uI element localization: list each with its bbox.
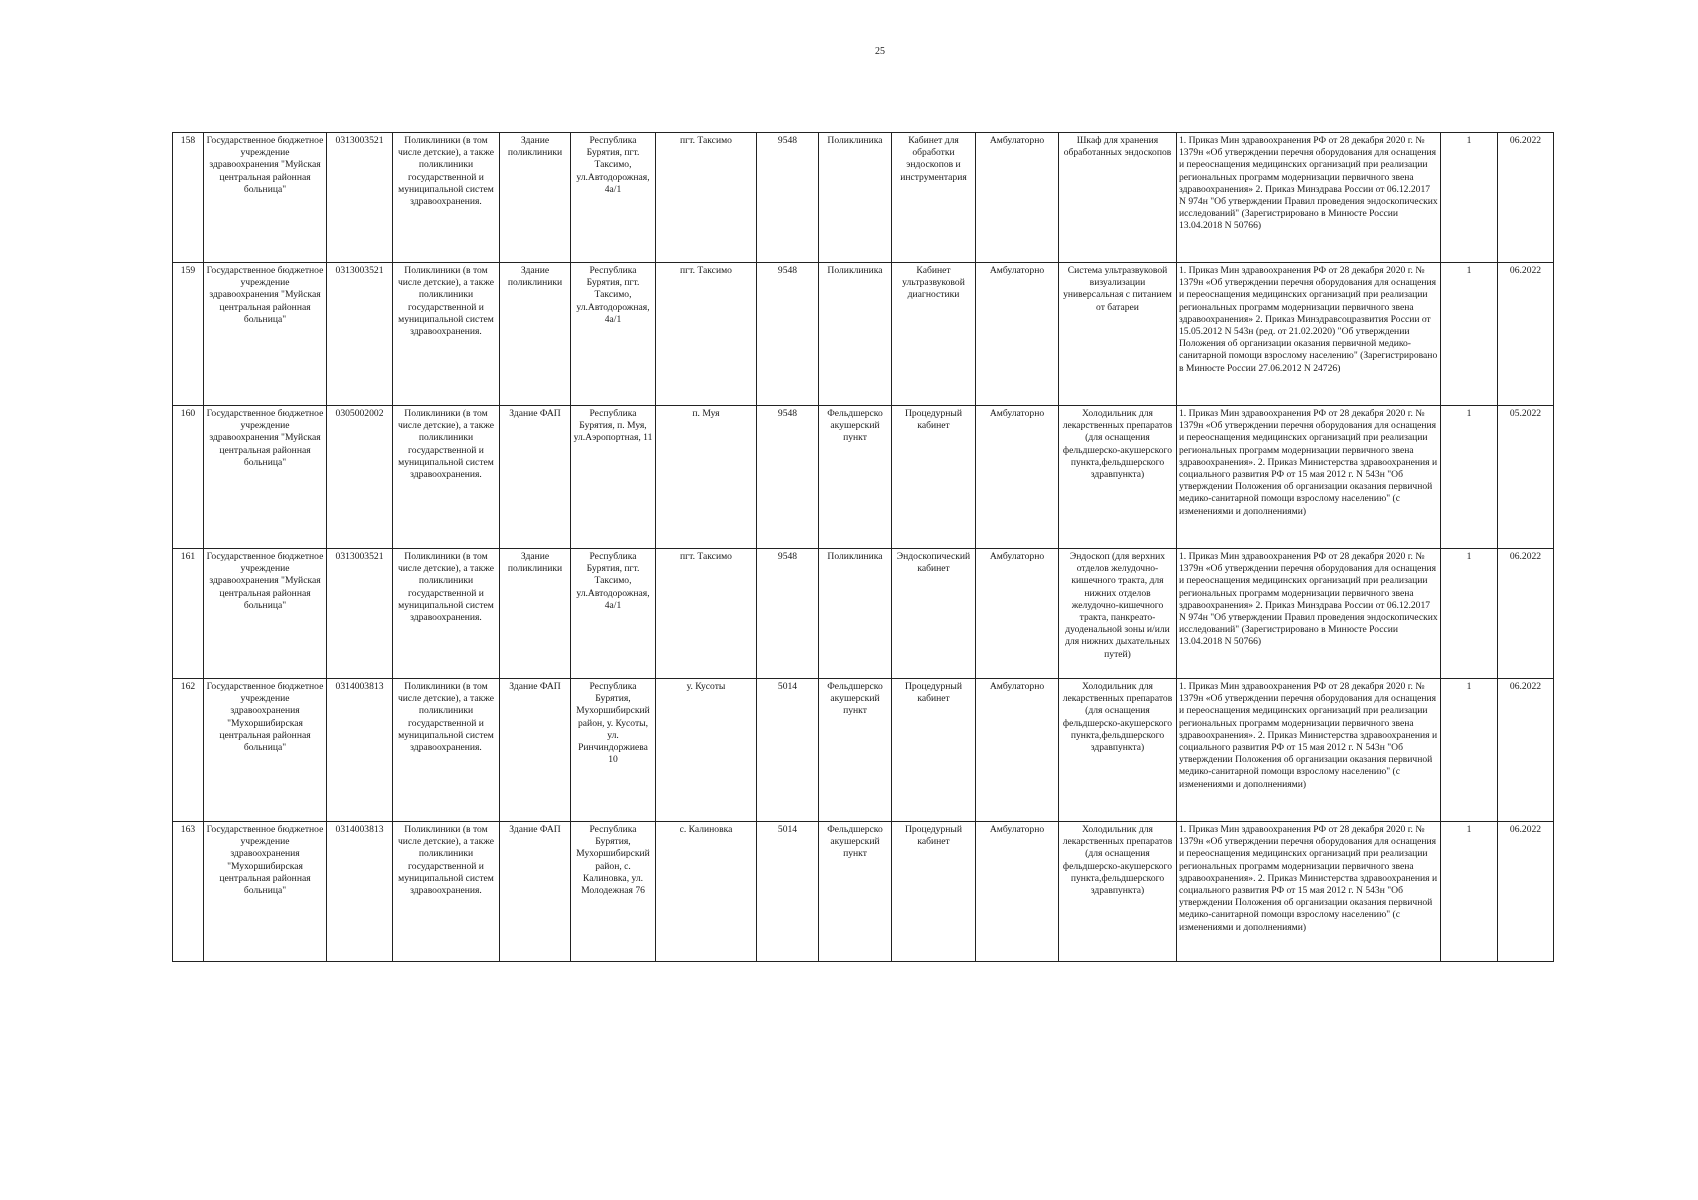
- cell-qty: 1: [1441, 679, 1498, 822]
- cell-category: Поликлиники (в том числе детские), а также поликлиники государственной и муниципальной систем здравоохранения.: [393, 549, 500, 679]
- cell-no: 161: [173, 549, 204, 679]
- cell-code: 0314003813: [327, 822, 393, 962]
- cell-date: 06.2022: [1498, 263, 1554, 406]
- cell-unit-type: Фельдшерско акушерский пункт: [819, 822, 892, 962]
- cell-basis: 1. Приказ Мин здравоохранения РФ от 28 декабря 2020 г. № 1379н «Об утверждении перечня оборудования для оснащения и переоснащения медицинских организаций при реализации региональных программ модернизации первичного звена здравоохранения». 2. Приказ Министерства здравоохранения и социального развития РФ от 15 мая 2012 г. N 543н "Об утверждении Положения об организации оказания первичной медико-санитарной помощи взрослому населению" (с изменениями и дополнениями): [1177, 406, 1441, 549]
- cell-room: Эндоскопический кабинет: [892, 549, 976, 679]
- cell-code: 0313003521: [327, 263, 393, 406]
- cell-code: 0313003521: [327, 133, 393, 263]
- cell-no: 160: [173, 406, 204, 549]
- cell-address: Республика Бурятия, Мухоршибирский район, с. Калиновка, ул. Молодежная 76: [571, 822, 656, 962]
- cell-locality: у. Кусоты: [656, 679, 757, 822]
- cell-room: Кабинет для обработки эндоскопов и инструментария: [892, 133, 976, 263]
- cell-basis: 1. Приказ Мин здравоохранения РФ от 28 декабря 2020 г. № 1379н «Об утверждении перечня оборудования для оснащения и переоснащения медицинских организаций при реализации региональных программ модернизации первичного звена здравоохранения». 2. Приказ Министерства здравоохранения и социального развития РФ от 15 мая 2012 г. N 543н "Об утверждении Положения об организации оказания первичной медико-санитарной помощи взрослому населению" (с изменениями и дополнениями): [1177, 679, 1441, 822]
- cell-qty: 1: [1441, 133, 1498, 263]
- cell-building: Здание ФАП: [500, 406, 571, 549]
- cell-qty: 1: [1441, 263, 1498, 406]
- cell-code: 0313003521: [327, 549, 393, 679]
- cell-no: 159: [173, 263, 204, 406]
- cell-building: Здание ФАП: [500, 822, 571, 962]
- cell-population: 9548: [757, 549, 819, 679]
- page-number: 25: [875, 46, 885, 57]
- cell-institution: Государственное бюджетное учреждение здравоохранения "Муйская центральная районная больница": [204, 133, 327, 263]
- cell-building: Здание поликлиники: [500, 133, 571, 263]
- cell-locality: пгт. Таксимо: [656, 263, 757, 406]
- cell-qty: 1: [1441, 822, 1498, 962]
- cell-unit-type: Поликлиника: [819, 549, 892, 679]
- cell-equipment: Холодильник для лекарственных препаратов (для оснащения фельдшерско-акушерского пункта,фельдшерского здравпункта): [1059, 822, 1177, 962]
- cell-equipment: Холодильник для лекарственных препаратов (для оснащения фельдшерско-акушерского пункта,фельдшерского здравпункта): [1059, 406, 1177, 549]
- cell-population: 5014: [757, 679, 819, 822]
- cell-date: 06.2022: [1498, 133, 1554, 263]
- cell-unit-type: Фельдшерско акушерский пункт: [819, 679, 892, 822]
- cell-basis: 1. Приказ Мин здравоохранения РФ от 28 декабря 2020 г. № 1379н «Об утверждении перечня оборудования для оснащения и переоснащения медицинских организаций при реализации региональных программ модернизации первичного звена здравоохранения». 2. Приказ Министерства здравоохранения и социального развития РФ от 15 мая 2012 г. N 543н "Об утверждении Положения об организации оказания первичной медико-санитарной помощи взрослому населению" (с изменениями и дополнениями): [1177, 822, 1441, 962]
- cell-institution: Государственное бюджетное учреждение здравоохранения "Муйская центральная районная больница": [204, 263, 327, 406]
- cell-category: Поликлиники (в том числе детские), а также поликлиники государственной и муниципальной систем здравоохранения.: [393, 133, 500, 263]
- cell-room: Кабинет ультразвуковой диагностики: [892, 263, 976, 406]
- cell-category: Поликлиники (в том числе детские), а также поликлиники государственной и муниципальной систем здравоохранения.: [393, 822, 500, 962]
- cell-basis: 1. Приказ Мин здравоохранения РФ от 28 декабря 2020 г. № 1379н «Об утверждении перечня оборудования для оснащения и переоснащения медицинских организаций при реализации региональных программ модернизации первичного звена здравоохранения» 2. Приказ Минздрава России от 06.12.2017 N 974н "Об утверждении Правил проведения эндоскопических исследований" (Зарегистрировано в Минюсте России 13.04.2018 N 50766): [1177, 133, 1441, 263]
- cell-code: 0314003813: [327, 679, 393, 822]
- cell-unit-type: Поликлиника: [819, 263, 892, 406]
- cell-building: Здание поликлиники: [500, 263, 571, 406]
- cell-population: 9548: [757, 133, 819, 263]
- cell-no: 158: [173, 133, 204, 263]
- cell-equipment: Эндоскоп (для верхних отделов желудочно-кишечного тракта, для нижних отделов желудочно-кишечного тракта, панкреато-дуоденальной зоны и/или для нижних дыхательных путей): [1059, 549, 1177, 679]
- cell-category: Поликлиники (в том числе детские), а также поликлиники государственной и муниципальной систем здравоохранения.: [393, 263, 500, 406]
- cell-population: 5014: [757, 822, 819, 962]
- cell-room: Процедурный кабинет: [892, 406, 976, 549]
- cell-institution: Государственное бюджетное учреждение здравоохранения "Мухоршибирская центральная районная больница": [204, 679, 327, 822]
- table-row: [173, 263, 1554, 406]
- cell-category: Поликлиники (в том числе детские), а также поликлиники государственной и муниципальной систем здравоохранения.: [393, 679, 500, 822]
- table-row: [173, 822, 1554, 962]
- cell-category: Поликлиники (в том числе детские), а также поликлиники государственной и муниципальной систем здравоохранения.: [393, 406, 500, 549]
- cell-locality: с. Калиновка: [656, 822, 757, 962]
- cell-mode: Амбулаторно: [976, 133, 1059, 263]
- cell-address: Республика Бурятия, пгт. Таксимо, ул.Автодорожная, 4а/1: [571, 549, 656, 679]
- cell-building: Здание поликлиники: [500, 549, 571, 679]
- cell-locality: пгт. Таксимо: [656, 549, 757, 679]
- cell-equipment: Холодильник для лекарственных препаратов (для оснащения фельдшерско-акушерского пункта,фельдшерского здравпункта): [1059, 679, 1177, 822]
- cell-no: 162: [173, 679, 204, 822]
- cell-room: Процедурный кабинет: [892, 679, 976, 822]
- cell-population: 9548: [757, 263, 819, 406]
- table-row: [173, 133, 1554, 263]
- cell-date: 06.2022: [1498, 822, 1554, 962]
- table-row: [173, 679, 1554, 822]
- equipment-table: [172, 132, 1554, 962]
- cell-mode: Амбулаторно: [976, 263, 1059, 406]
- cell-basis: 1. Приказ Мин здравоохранения РФ от 28 декабря 2020 г. № 1379н «Об утверждении перечня оборудования для оснащения и переоснащения медицинских организаций при реализации региональных программ модернизации первичного звена здравоохранения» 2. Приказ Минздравсоцразвития России от 15.05.2012 N 543н (ред. от 21.02.2020) "Об утверждении Положения об организации оказания первичной медико-санитарной помощи взрослому населению" (Зарегистрировано в Минюсте России 27.06.2012 N 24726): [1177, 263, 1441, 406]
- cell-address: Республика Бурятия, п. Муя, ул.Аэропортная, 11: [571, 406, 656, 549]
- cell-qty: 1: [1441, 406, 1498, 549]
- cell-address: Республика Бурятия, пгт. Таксимо, ул.Автодорожная, 4а/1: [571, 263, 656, 406]
- cell-institution: Государственное бюджетное учреждение здравоохранения "Муйская центральная районная больница": [204, 549, 327, 679]
- cell-mode: Амбулаторно: [976, 679, 1059, 822]
- table-row: [173, 406, 1554, 549]
- cell-date: 06.2022: [1498, 679, 1554, 822]
- cell-population: 9548: [757, 406, 819, 549]
- cell-equipment: Система ультразвуковой визуализации универсальная с питанием от батареи: [1059, 263, 1177, 406]
- table-row: [173, 549, 1554, 679]
- cell-mode: Амбулаторно: [976, 822, 1059, 962]
- cell-mode: Амбулаторно: [976, 549, 1059, 679]
- cell-date: 06.2022: [1498, 549, 1554, 679]
- cell-address: Республика Бурятия, пгт. Таксимо, ул.Автодорожная, 4а/1: [571, 133, 656, 263]
- cell-equipment: Шкаф для хранения обработанных эндоскопов: [1059, 133, 1177, 263]
- cell-institution: Государственное бюджетное учреждение здравоохранения "Мухоршибирская центральная районная больница": [204, 822, 327, 962]
- cell-basis: 1. Приказ Мин здравоохранения РФ от 28 декабря 2020 г. № 1379н «Об утверждении перечня оборудования для оснащения и переоснащения медицинских организаций при реализации региональных программ модернизации первичного звена здравоохранения» 2. Приказ Минздрава России от 06.12.2017 N 974н "Об утверждении Правил проведения эндоскопических исследований" (Зарегистрировано в Минюсте России 13.04.2018 N 50766): [1177, 549, 1441, 679]
- cell-locality: пгт. Таксимо: [656, 133, 757, 263]
- cell-institution: Государственное бюджетное учреждение здравоохранения "Муйская центральная районная больница": [204, 406, 327, 549]
- cell-qty: 1: [1441, 549, 1498, 679]
- cell-address: Республика Бурятия, Мухоршибирский район, у. Кусоты, ул. Ринчиндоржиева 10: [571, 679, 656, 822]
- cell-date: 05.2022: [1498, 406, 1554, 549]
- cell-mode: Амбулаторно: [976, 406, 1059, 549]
- cell-unit-type: Фельдшерско акушерский пункт: [819, 406, 892, 549]
- cell-no: 163: [173, 822, 204, 962]
- cell-building: Здание ФАП: [500, 679, 571, 822]
- cell-locality: п. Муя: [656, 406, 757, 549]
- cell-code: 0305002002: [327, 406, 393, 549]
- cell-room: Процедурный кабинет: [892, 822, 976, 962]
- cell-unit-type: Поликлиника: [819, 133, 892, 263]
